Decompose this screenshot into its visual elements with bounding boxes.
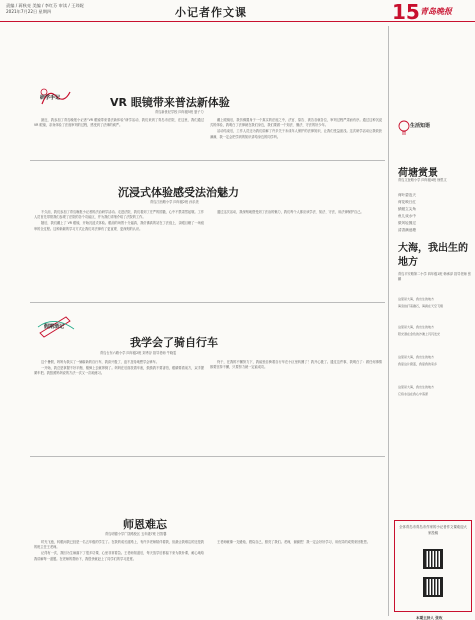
poem-line: 清香满池塘: [398, 228, 416, 232]
section-divider: [30, 160, 385, 161]
section-divider: [30, 456, 385, 457]
header-meta: [6, 3, 84, 15]
poem-title: 荷塘赏景: [398, 168, 438, 179]
paragraph: 通过这次活动，我深刻地感受到了法治的魅力，我们每个人都应该学法、知法、守法，用法律保护自己。: [217, 210, 364, 214]
poem-line: 我爱这片蔚蓝，我爱我的家乡: [398, 362, 438, 366]
poem-line: 蜻蜓立尖角: [398, 207, 416, 211]
poem-line: 这里是大海，我出生的地方: [398, 297, 435, 301]
article-body: [210, 540, 382, 616]
paragraph: 王老师就像一支蜡烛，燃烧自己，照亮了我们。老师，谢谢您！我一定会好好学习，用优异的成绩来回报您。: [217, 540, 370, 544]
paragraph: 时光飞逝，转眼间我已经是一名五年级的学生了。在我的成长道路上，有许多老师陪伴着我，但最让我难忘的还是我的班主任王老师。: [34, 540, 204, 550]
poem-line: 它将永远在我心中荡漾: [398, 392, 429, 396]
poem-line: 海浪拍打着礁石，海鸥在天空飞翔: [398, 304, 444, 308]
promo-box: [394, 520, 472, 612]
article-badge: [36, 313, 78, 339]
poem-line: 鱼儿戏水中: [398, 214, 416, 218]
paragraph: 戴上眼镜后，我仿佛置身于一个真实的法庭之中，法官、原告、被告各就各位，审判过程严肃而有序。通过这种沉浸式的体验，我明白了法律就在我们身边，我们要做一个知法、懂法、守法的好少年。: [210, 118, 382, 128]
article-body: [210, 210, 382, 298]
article-body: [34, 540, 204, 616]
article-body: [210, 360, 382, 452]
article-body: [210, 118, 382, 158]
poem-byline: 青岛平安路第二小学 四年级1班 韩承泽 指导老师 张鹏: [398, 272, 472, 281]
article-byline: 青岛新世纪学校 四年级5班 夏子力: [155, 110, 204, 114]
paragraph: 记得有一次，我因为生病落下了很多功课，心里非常着急。王老师知道后，每天放学后都留下来为我补课，耐心地给我讲解每一道题。在老师的帮助下，我很快就赶上了同学们的学习进度。: [34, 551, 204, 561]
sidebar-badge: [396, 116, 436, 140]
article-body: [34, 360, 204, 452]
promo-footer: 本期主持人 张玫: [416, 616, 443, 620]
header-editors: 责编 / 蒋秋亮 美编 / 李红芬 审读 / 王玮妮: [6, 3, 84, 8]
poem-line: 荷叶碧连天: [398, 193, 416, 197]
section-title: 小记者作文课: [175, 6, 247, 19]
page-header: [0, 0, 475, 22]
article-byline: 青岛台东六路小学 四年级2班 刘秀谷 指导老师 牛晓雯: [100, 351, 177, 355]
poem-title: 大海，我出生的地方: [398, 243, 468, 268]
paragraph: 随后，我们戴上了 VR 眼镜，开始沉浸式体验。眼前的场景十分逼真，我仿佛真的站在了法庭上，亲眼目睹了一场庭审的全过程。这种新颖的学习方式让我们对法律有了更直观、更深刻的认识。: [34, 221, 204, 231]
article-body: [34, 210, 204, 298]
paragraph: 一开始，我总是掌握不好平衡，刚骑上去就摔倒了。妈妈在后面扶着车座，鼓励我不要害怕，眼睛要看前方，双手握紧车把。我按照妈妈说的方法一次又一次地练习。: [34, 366, 204, 376]
newspaper-logo: 青岛晚报: [420, 7, 452, 16]
section-divider: [30, 302, 385, 303]
paragraph: 不久前，我们参加了青岛晚报小记者的法治研学活动。走进法院，我们看到了庄严的国徽，心中不禁肃然起敬。工作人员首先带领我们参观了法院的各个功能区，并为我们详细介绍了法院的工作。: [34, 210, 204, 220]
paragraph: 终于，在我的不懈努力下，我能独自骑着自行车在小区里转圈了！我开心极了。通过这件事，我明白了：做任何事情都要坚持不懈，只要努力就一定能成功。: [210, 360, 382, 370]
poem-byline: 青岛文登路小学 四年级4班 徐思文: [398, 178, 447, 182]
article-badge: [36, 82, 74, 112]
article-title: 师恩难忘: [123, 518, 167, 531]
article-title: VR 眼镜带来普法新体验: [110, 96, 230, 109]
header-date: 2021年7月22日 星期四: [6, 9, 52, 14]
article-title: 我学会了骑自行车: [130, 336, 218, 349]
qr-code-icon[interactable]: [423, 577, 443, 597]
article-title: 沉浸式体验感受法治魅力: [118, 186, 239, 199]
paragraph: 最近，我参加了青岛晚报小记者“VR 眼镜带来普法新体验”研学活动，我们来到了青岛市法院，在这里，我们通过 VR 眼镜，亲身体验了法庭审判的过程，感受到了法律的威严。: [34, 118, 204, 128]
article-byline: 青岛明德小学广饶路校区 五年级7班 吕智馨: [105, 532, 167, 536]
article-byline: 青岛江西路小学 四年级2班 孙乐美: [150, 200, 199, 204]
badge-label: 生活知语: [410, 123, 431, 129]
qr-code-icon[interactable]: [423, 549, 443, 569]
column-divider: [388, 26, 389, 616]
poem-line: 微风轻拂过: [398, 221, 416, 225]
badge-label: 研学手记: [40, 95, 61, 101]
poem-line: 这里是大海，我出生的地方: [398, 355, 435, 359]
poem-line: 这里是大海，我出生的地方: [398, 385, 435, 389]
article-body: [34, 118, 204, 158]
paragraph: 这个暑假，妈妈为我买了一辆崭新的自行车，我高兴极了，迫不及待地想学会骑车。: [41, 360, 159, 364]
poem-line: 荷花映日红: [398, 200, 416, 204]
poem-line: 这里是大海，我出生的地方: [398, 325, 435, 329]
promo-text: 全体青岛市青岛市作家的小记者作文课欢迎大家投稿: [399, 525, 467, 535]
badge-label: 假期琐记: [44, 324, 65, 330]
paragraph: 活动结束后，工作人员还为我们讲解了许多关于未成年人保护的法律知识，让我们受益匪浅。这次研学活动让我收获满满，我一定会把学到的知识讲给身边的同学听。: [210, 129, 382, 139]
sidebar-column: [392, 24, 475, 620]
poem-line: 阳光洒在金色的沙滩上闪闪发光: [398, 332, 441, 336]
page-number: 15: [392, 0, 420, 24]
